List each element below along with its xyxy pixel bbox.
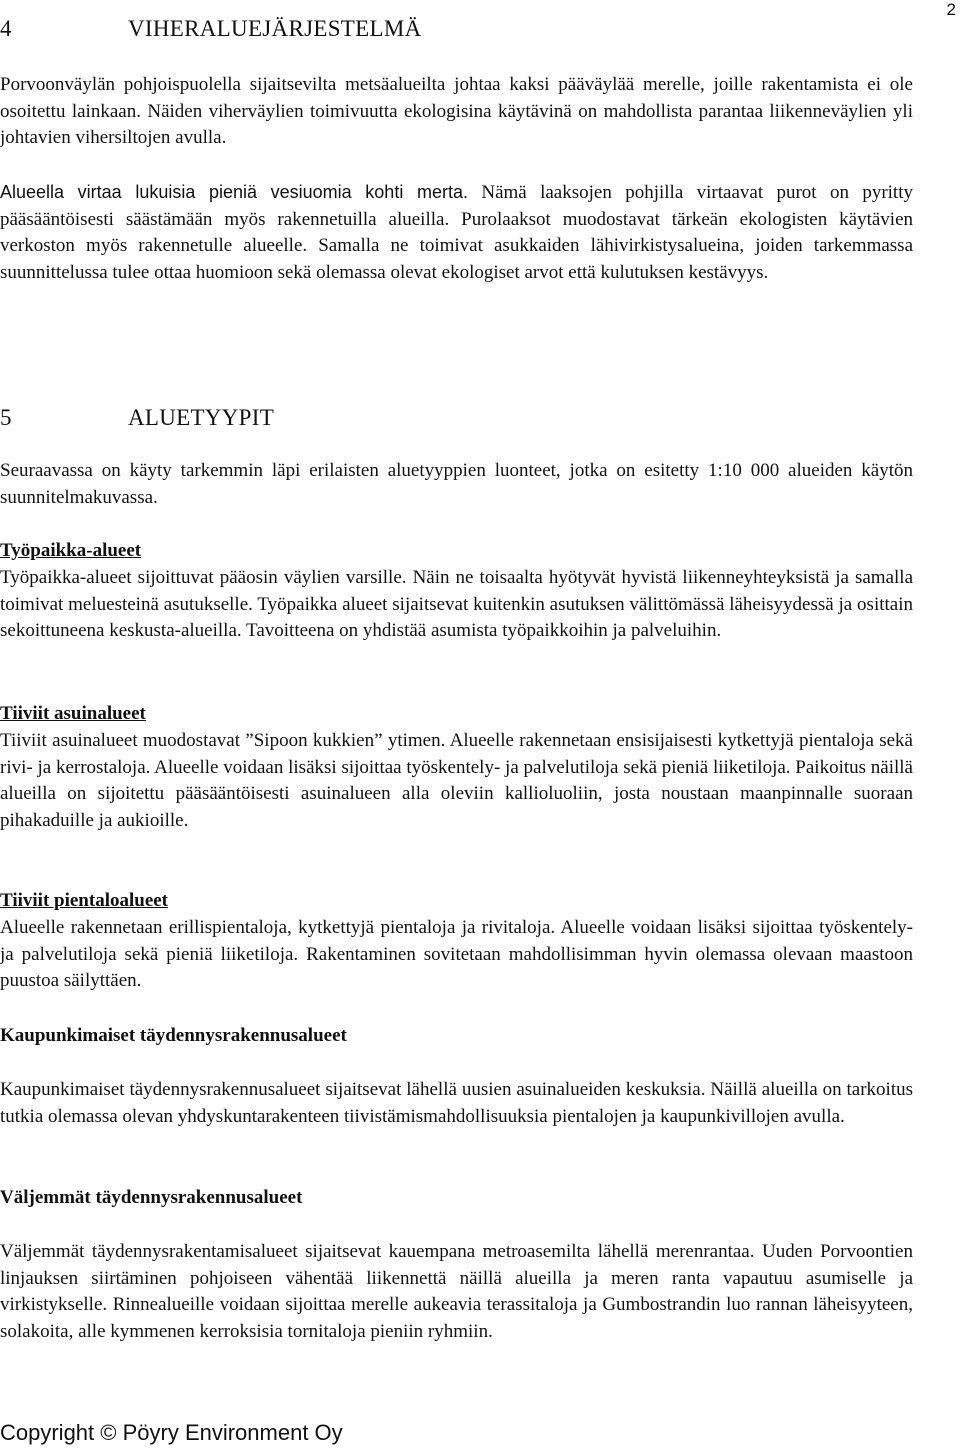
section-4-number: 4 [0, 16, 12, 41]
subsection-text-tyopaikka: Työpaikka-alueet sijoittuvat pääosin väylien varsille. Näin ne toisaalta hyötyvät hyvistä liikenneyhteyksistä ja samalla toimivat meluesteinä asutukselle. Työpaikka alueet sijaitsevat kuitenkin asutuksen välittömässä läheisyydessä ja osittain sekoittuneena keskusta-alueilla. Tavoitteena on yhdistää asumista työpaikkoihin ja palveluihin. [0, 567, 913, 642]
subsection-text-valjemmat: Väljemmät täydennysrakentamisalueet sijaitsevat kauempana metroasemilta lähellä merenrantaa. Uuden Porvoontien linjauksen siirtäminen pohjoiseen vähentää liikennettä näillä alueilla ja meren ranta vapautuu asumiselle ja virkistykselle. Rinnealueille voidaan sijoittaa merelle aukeavia terassitaloja ja Gumbostrandin luo rannan läheisyyteen, solakoita, alle kymmenen kerroksisia tornitaloja pieniin ryhmiin. [0, 1241, 913, 1342]
subsection-title-tiiviit-pientalo: Tiiviit pientaloalueet [0, 890, 169, 911]
section-5-title: ALUETYYPIT [128, 405, 275, 430]
subsection-title-kaupunkimaiset: Kaupunkimaiset täydennysrakennusalueet [0, 1025, 347, 1046]
section-4-paragraph-2 [0, 179, 913, 286]
section-4-paragraph-1: Porvoonväylän pohjoispuolella sijaitsevilta metsäalueilta johtaa kaksi pääväylää merelle, joille rakentamista ei ole osoitettu lainkaan. Näiden viherväylien toimivuutta ekologisina käytävinä on mahdollista parantaa liikenneväylien yli johtavien vihersiltojen avulla. [0, 74, 913, 149]
section-4-paragraph-2-lead: Alueella virtaa lukuisia pieniä vesiuomia kohti merta. [0, 182, 468, 202]
copyright-footer: Copyright © Pöyry Environment Oy [0, 1420, 343, 1445]
subsection-text-tiiviit-pientalo: Alueelle rakennetaan erillispientaloja, kytkettyjä pientaloja ja rivitaloja. Alueelle voidaan lisäksi sijoittaa työskentely- ja palvelutiloja sekä pieniä liiketiloja. Rakentaminen sovitetaan mahdollisimman hyvin olemassa olevaan maastoon puustoa säilyttäen. [0, 917, 913, 992]
subsection-title-tiiviit-asuin: Tiiviit asuinalueet [0, 703, 146, 724]
subsection-title-valjemmat: Väljemmät täydennysrakennusalueet [0, 1187, 303, 1208]
section-5-number: 5 [0, 405, 12, 430]
section-4-title: VIHERALUEJÄRJESTELMÄ [128, 16, 422, 41]
section-5-heading [0, 405, 274, 431]
section-4-paragraph-2-body: Nämä laaksojen pohjilla virtaavat purot on pyritty pääsääntöisesti säästämään myös rakennetuilla alueilla. Purolaaksot muodostavat tärkeän ekologisten käytävien verkoston myös rakennetulle alueelle. Samalla ne toimivat asukkaiden lähivirkistysalueina, joiden tarkemmassa suunnittelussa tulee ottaa huomioon sekä olemassa olevat ekologiset arvot että kulutuksen kestävyys. [0, 182, 913, 283]
page-number: 2 [946, 0, 956, 19]
section-4-heading [0, 16, 422, 42]
section-5-intro: Seuraavassa on käyty tarkemmin läpi erilaisten aluetyyppien luonteet, jotka on esitetty 1:10 000 alueiden käytön suunnitelmakuvassa. [0, 460, 913, 508]
subsection-text-kaupunkimaiset: Kaupunkimaiset täydennysrakennusalueet sijaitsevat lähellä uusien asuinalueiden keskuksia. Näillä alueilla on tarkoitus tutkia olemassa olevan yhdyskuntarakenteen tiivistämismahdollisuuksia pientalojen ja kaupunkivillojen avulla. [0, 1079, 913, 1127]
subsection-title-tyopaikka: Työpaikka-alueet [0, 540, 142, 561]
subsection-text-tiiviit-asuin: Tiiviit asuinalueet muodostavat ”Sipoon kukkien” ytimen. Alueelle rakennetaan ensisijaisesti kytkettyjä pientaloja sekä rivi- ja kerrostaloja. Alueelle voidaan lisäksi sijoittaa työskentely- ja palvelutiloja sekä pieniä liiketiloja. Paikoitus näillä alueilla on sijoitettu pääsääntöisesti asuinalueen alla oleviin kallioluoliin, josta noustaan maanpinnalle suoraan pihakaduille ja aukioille. [0, 730, 913, 831]
